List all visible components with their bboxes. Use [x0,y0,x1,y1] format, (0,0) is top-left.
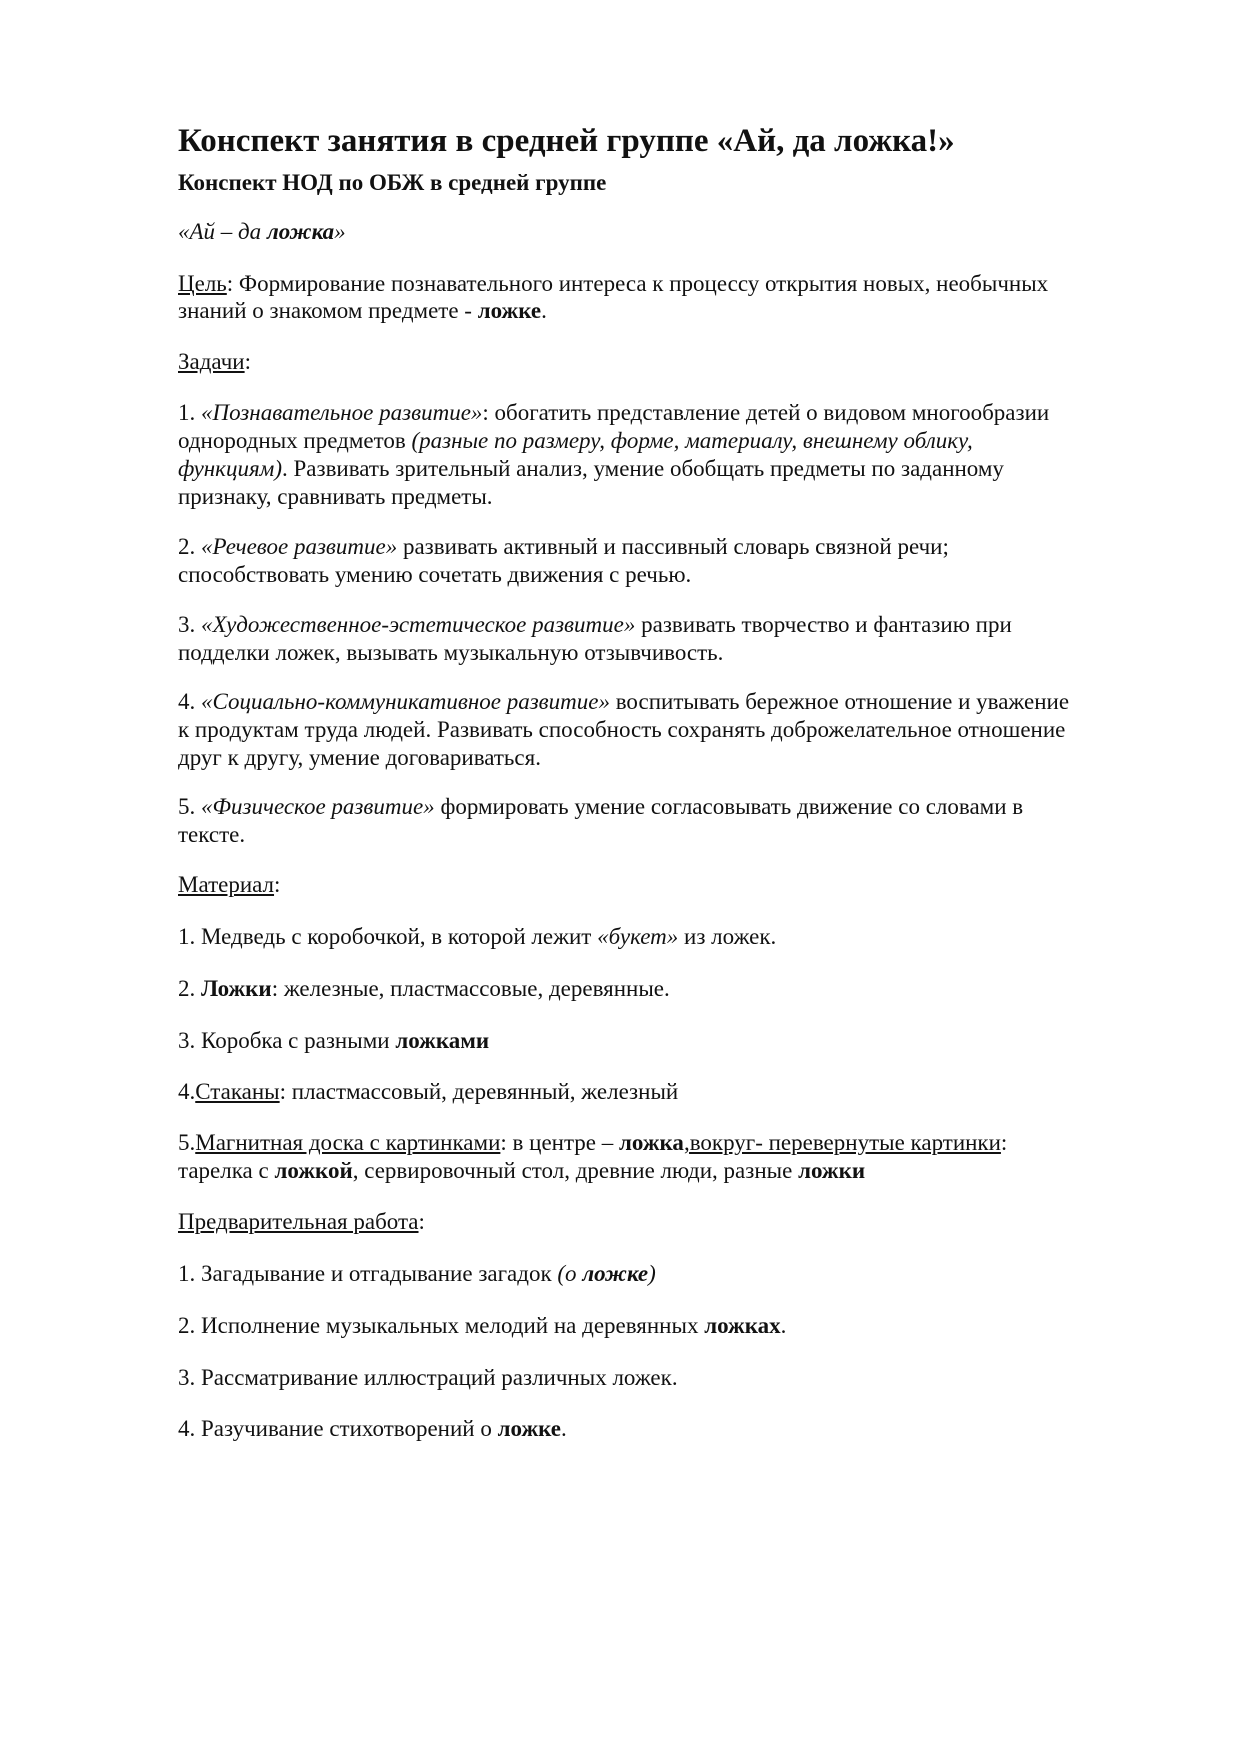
task-4-line-2: к продуктам труда людей. Развивать способность сохранять доброжелательное отношение [178,717,1066,742]
material-heading [178,870,280,899]
task-2-area: «Речевое развитие» [201,534,398,559]
material-5-l2-bold: ложкой [274,1158,353,1183]
prep-3: 3. Рассматривание иллюстраций различных ложек. [178,1365,678,1390]
material-3 [178,1026,489,1055]
task-3-num: 3. [178,612,201,637]
material-colon: : [274,872,281,897]
material-1 [178,922,776,951]
material-label: Материал [178,872,275,897]
material-5-l2-pre: тарелка с [178,1158,275,1183]
task-4-line-3: друг к другу, умение договариваться. [178,745,541,770]
subtitle: Конспект НОД по ОБЖ в средней группе [178,170,607,195]
task-1-line-4: признаку, сравнивать предметы. [178,484,493,509]
material-2-bold: Ложки [201,976,272,1001]
material-5-bold-1: ложка [619,1130,684,1155]
tasks-colon: : [244,349,251,374]
task-3-line-1 [178,610,1012,639]
goal-label: Цель [178,271,227,296]
task-1-italic-3: функциям) [178,456,282,481]
goal-bold: ложке [477,298,542,323]
material-5-underline-1: Магнитная доска с картинками [195,1130,501,1155]
goal-end: . [541,298,547,323]
prep-1-italic-post: ) [648,1261,656,1286]
task-1-line-1 [178,398,1049,427]
goal-text-1: : Формирование познавательного интереса к процессу открытия новых, необычных [226,271,1049,296]
task-2-text-1: развивать активный и пассивный словарь связной речи; [397,534,949,559]
prep-label: Предварительная работа [178,1209,419,1234]
task-5-area: «Физическое развитие» [201,794,435,819]
goal-line-2 [178,296,547,325]
theme-post: » [334,219,346,244]
prep-4-pre: 4. Разучивание стихотворений о [178,1416,498,1441]
prep-colon: : [418,1209,425,1234]
material-5-mid: : в центре – [500,1130,620,1155]
material-5-underline-2: ,вокруг- перевернутые картинки [683,1130,1001,1155]
goal-line-1 [178,269,1048,298]
task-1-num: 1. [178,400,201,425]
task-1-line-2 [178,426,973,455]
material-5-line-1 [178,1128,1007,1157]
prep-2-post: . [780,1313,787,1338]
material-5-colon: : [1000,1130,1008,1155]
tasks-heading [178,347,251,376]
task-2-line-2: способствовать умению сочетать движения с речью. [178,562,692,587]
prep-4-bold: ложке [497,1416,562,1441]
material-5-line-2 [178,1156,865,1185]
task-5-line-2: тексте. [178,822,246,847]
material-1-pre: 1. Медведь с коробочкой, в которой лежит [178,924,598,949]
material-5-l2-bold-2: ложки [798,1158,866,1183]
material-2-post: : железные, пластмассовые, деревянные. [271,976,670,1001]
task-1-text-3: . Развивать зрительный анализ, умение обобщать предметы по заданному [281,456,1004,481]
task-1-text-1: : обогатить представление детей о видовом многообразии [482,400,1050,425]
task-5-text-1: формировать умение согласовывать движение со словами в [434,794,1024,819]
material-4-pre: 4. [178,1079,196,1104]
material-1-post: из ложек. [678,924,777,949]
task-4-text-1: воспитывать бережное отношение и уважение [609,689,1070,714]
prep-1-italic-pre: (о [557,1261,583,1286]
material-3-pre: 3. Коробка с разными [178,1028,396,1053]
goal-text-2: знаний о знакомом предмете - [178,298,478,323]
prep-heading [178,1207,425,1236]
tasks-label: Задачи [178,349,245,374]
prep-1-pre: 1. Загадывание и отгадывание загадок [178,1261,558,1286]
prep-2 [178,1311,786,1340]
prep-2-pre: 2. Исполнение музыкальных мелодий на деревянных [178,1313,705,1338]
task-1-area: «Познавательное развитие» [201,400,483,425]
material-4-underline: Стаканы [195,1079,280,1104]
prep-1-bold-italic: ложке [582,1261,649,1286]
prep-1 [178,1259,656,1288]
task-3-line-2: подделки ложек, вызывать музыкальную отзывчивость. [178,640,724,665]
task-4-area: «Социально-коммуникативное развитие» [201,689,610,714]
material-5-pre: 5. [178,1130,196,1155]
task-4-line-1 [178,687,1069,716]
task-1-text-2: однородных предметов [178,428,412,453]
task-2-line-1 [178,532,949,561]
task-1-line-3 [178,454,1004,483]
task-4-num: 4. [178,689,201,714]
theme-pre: «Ай – да [178,219,267,244]
material-4-post: : пластмассовый, деревянный, железный [279,1079,679,1104]
prep-4-post: . [561,1416,567,1441]
prep-2-bold: ложках [704,1313,781,1338]
task-3-text-1: развивать творчество и фантазию при [635,612,1012,637]
task-5-line-1 [178,792,1023,821]
material-1-italic: «букет» [597,924,679,949]
page-title: Конспект занятия в средней группе «Ай, да ложка!» [178,123,955,159]
task-5-num: 5. [178,794,201,819]
material-2 [178,974,670,1003]
material-4 [178,1077,678,1106]
material-3-bold: ложками [395,1028,490,1053]
task-2-num: 2. [178,534,201,559]
material-2-pre: 2. [178,976,201,1001]
material-5-l2-mid: , сервировочный стол, древние люди, разные [352,1158,799,1183]
theme-bold: ложка [266,219,335,244]
task-1-italic-2: (разные по размеру, форме, материалу, внешнему облику, [411,428,973,453]
task-3-area: «Художественное-эстетическое развитие» [201,612,636,637]
theme-line [178,217,346,246]
prep-4 [178,1414,567,1443]
